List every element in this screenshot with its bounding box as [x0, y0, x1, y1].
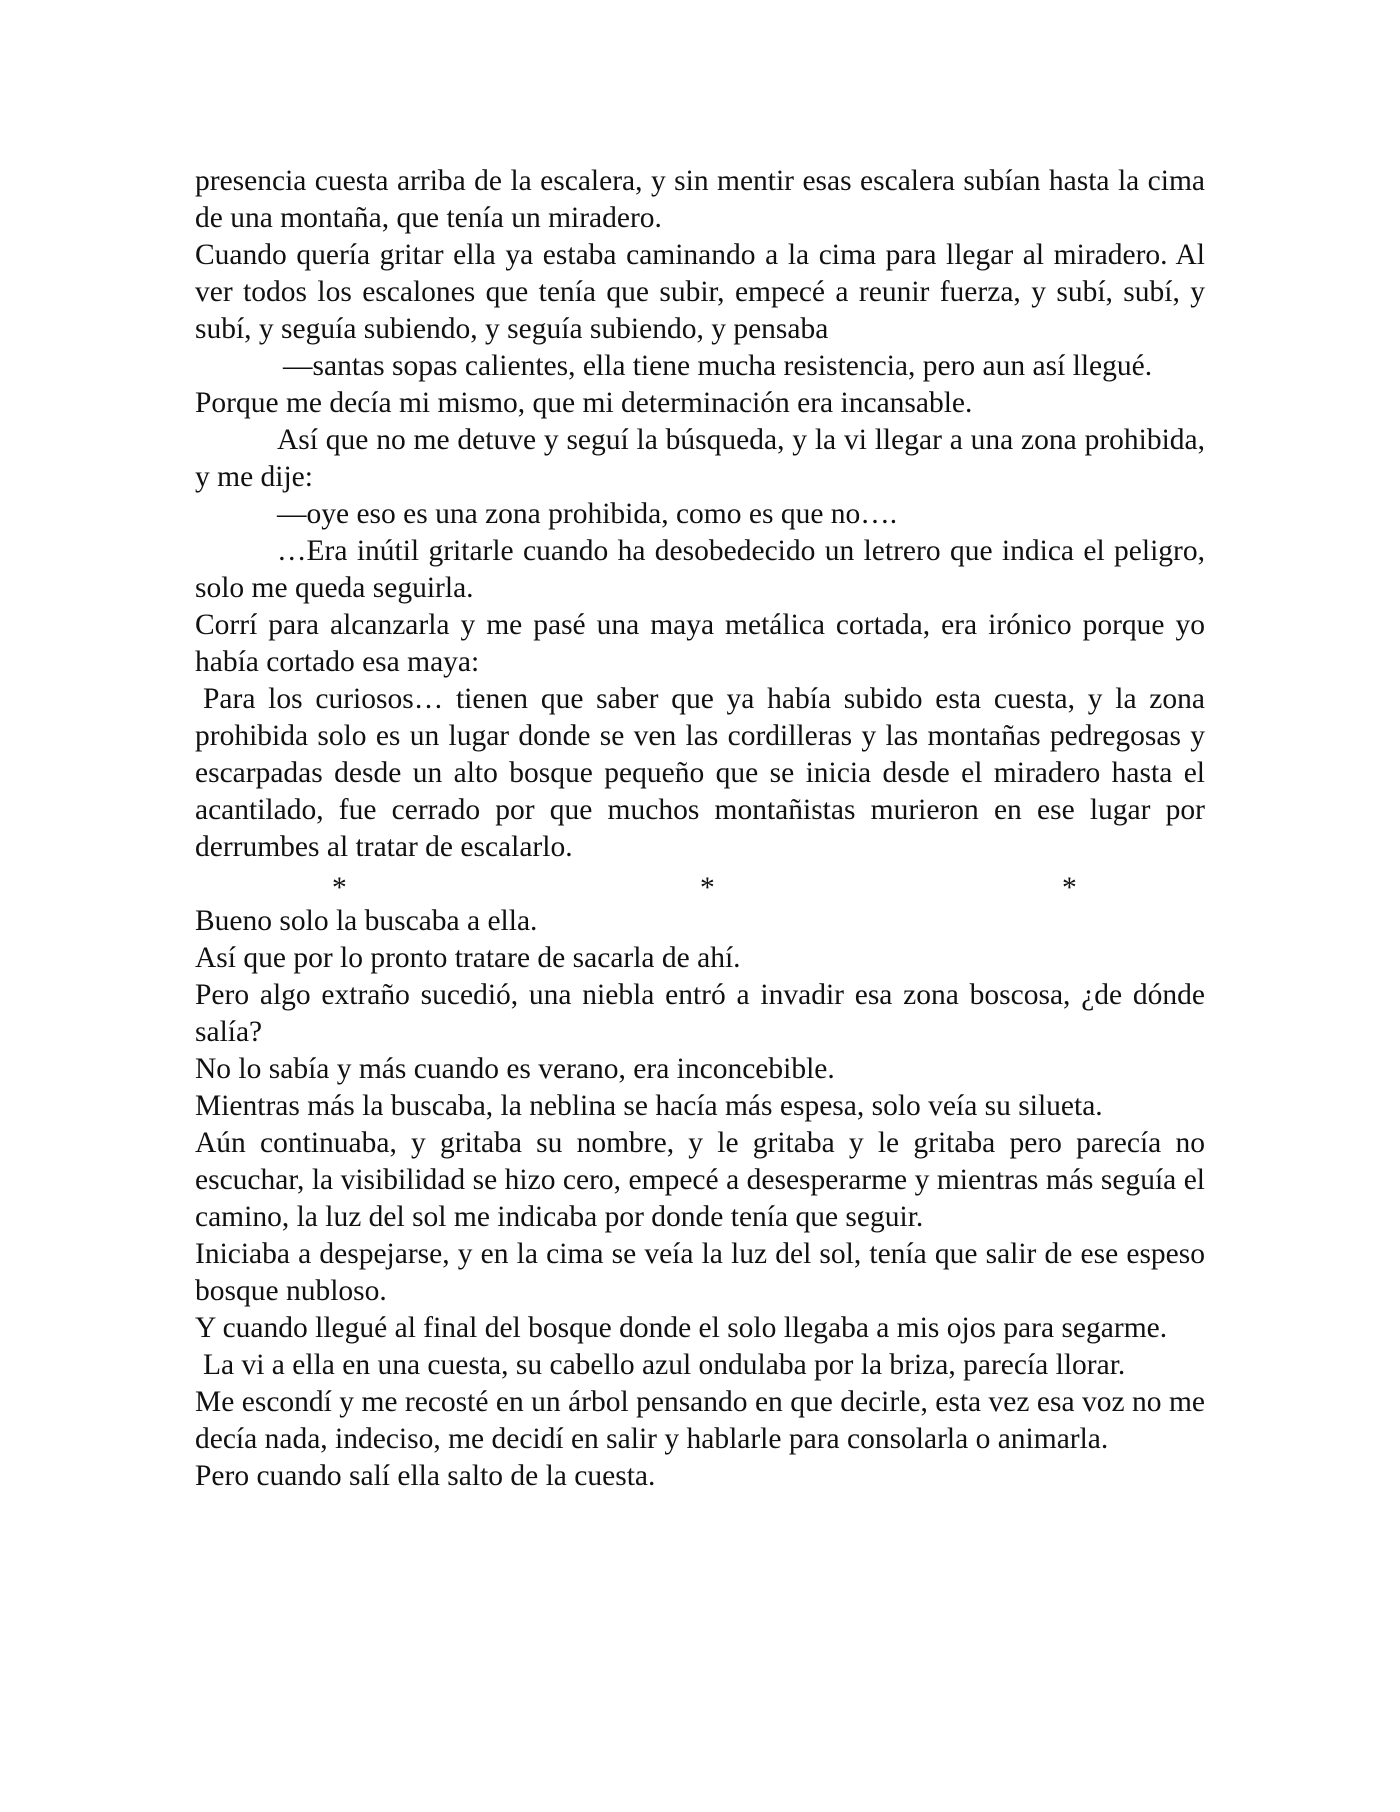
paragraph: Para los curiosos… tienen que saber que ya había subido esta cuesta, y la zona prohibida solo es un lugar donde se ven las cordilleras y las montañas pedregosas y escarpadas desde un alto bosque pequeño que se inicia desde el miradero hasta el acantilado, fue cerrado por que muchos montañistas murieron en ese lugar por derrumbes al tratar de escalarlo. — [195, 683, 1205, 863]
paragraph: No lo sabía y más cuando es verano, era inconcebible. — [195, 1053, 835, 1085]
paragraph: Pero cuando salí ella salto de la cuesta. — [195, 1460, 656, 1492]
separator-asterisk: * — [1062, 872, 1077, 904]
separator-asterisk: * — [700, 872, 715, 904]
paragraph: Iniciaba a despejarse, y en la cima se veía la luz del sol, tenía que salir de ese espeso bosque nubloso. — [195, 1238, 1205, 1307]
paragraph: Cuando quería gritar ella ya estaba caminando a la cima para llegar al miradero. Al ver todos los escalones que tenía que subir, empecé a reunir fuerza, y subí, subí, y subí, y seguía subiendo, y seguía subiendo, y pensaba — [195, 239, 1205, 345]
paragraph: presencia cuesta arriba de la escalera, y sin mentir esas escalera subían hasta la cima de una montaña, que tenía un miradero. — [195, 165, 1205, 234]
paragraph: Pero algo extraño sucedió, una niebla entró a invadir esa zona boscosa, ¿de dónde salía? — [195, 979, 1205, 1048]
paragraph: Así que no me detuve y seguí la búsqueda, y la vi llegar a una zona prohibida, y me dije: — [195, 424, 1205, 493]
paragraph: Porque me decía mi mismo, que mi determinación era incansable. — [195, 387, 973, 419]
paragraph: …Era inútil gritarle cuando ha desobedecido un letrero que indica el peligro, solo me queda seguirla. — [195, 535, 1205, 604]
paragraph: Y cuando llegué al final del bosque donde el solo llegaba a mis ojos para segarme. — [195, 1312, 1168, 1344]
section-separator — [195, 866, 1205, 903]
paragraph: Me escondí y me recosté en un árbol pensando en que decirle, esta vez esa voz no me decía nada, indeciso, me decidí en salir y hablarle para consolarla o animarla. — [195, 1386, 1205, 1455]
paragraph: Bueno solo la buscaba a ella. — [195, 905, 538, 937]
body-text — [195, 163, 1205, 1495]
paragraph: La vi a ella en una cuesta, su cabello azul ondulaba por la briza, parecía llorar. — [203, 1349, 1126, 1381]
paragraph: Mientras más la buscaba, la neblina se hacía más espesa, solo veía su silueta. — [195, 1090, 1103, 1122]
separator-asterisk: * — [332, 872, 347, 904]
dialogue-paragraph: —santas sopas calientes, ella tiene mucha resistencia, pero aun así llegué. — [283, 350, 1153, 382]
dialogue-paragraph: —oye eso es una zona prohibida, como es que no…. — [277, 498, 898, 530]
paragraph: Corrí para alcanzarla y me pasé una maya metálica cortada, era irónico porque yo había cortado esa maya: — [195, 609, 1205, 678]
paragraph: Así que por lo pronto tratare de sacarla de ahí. — [195, 942, 741, 974]
paragraph: Aún continuaba, y gritaba su nombre, y le gritaba y le gritaba pero parecía no escuchar, la visibilidad se hizo cero, empecé a desesperarme y mientras más seguía el camino, la luz del sol me indicaba por donde tenía que seguir. — [195, 1127, 1205, 1233]
